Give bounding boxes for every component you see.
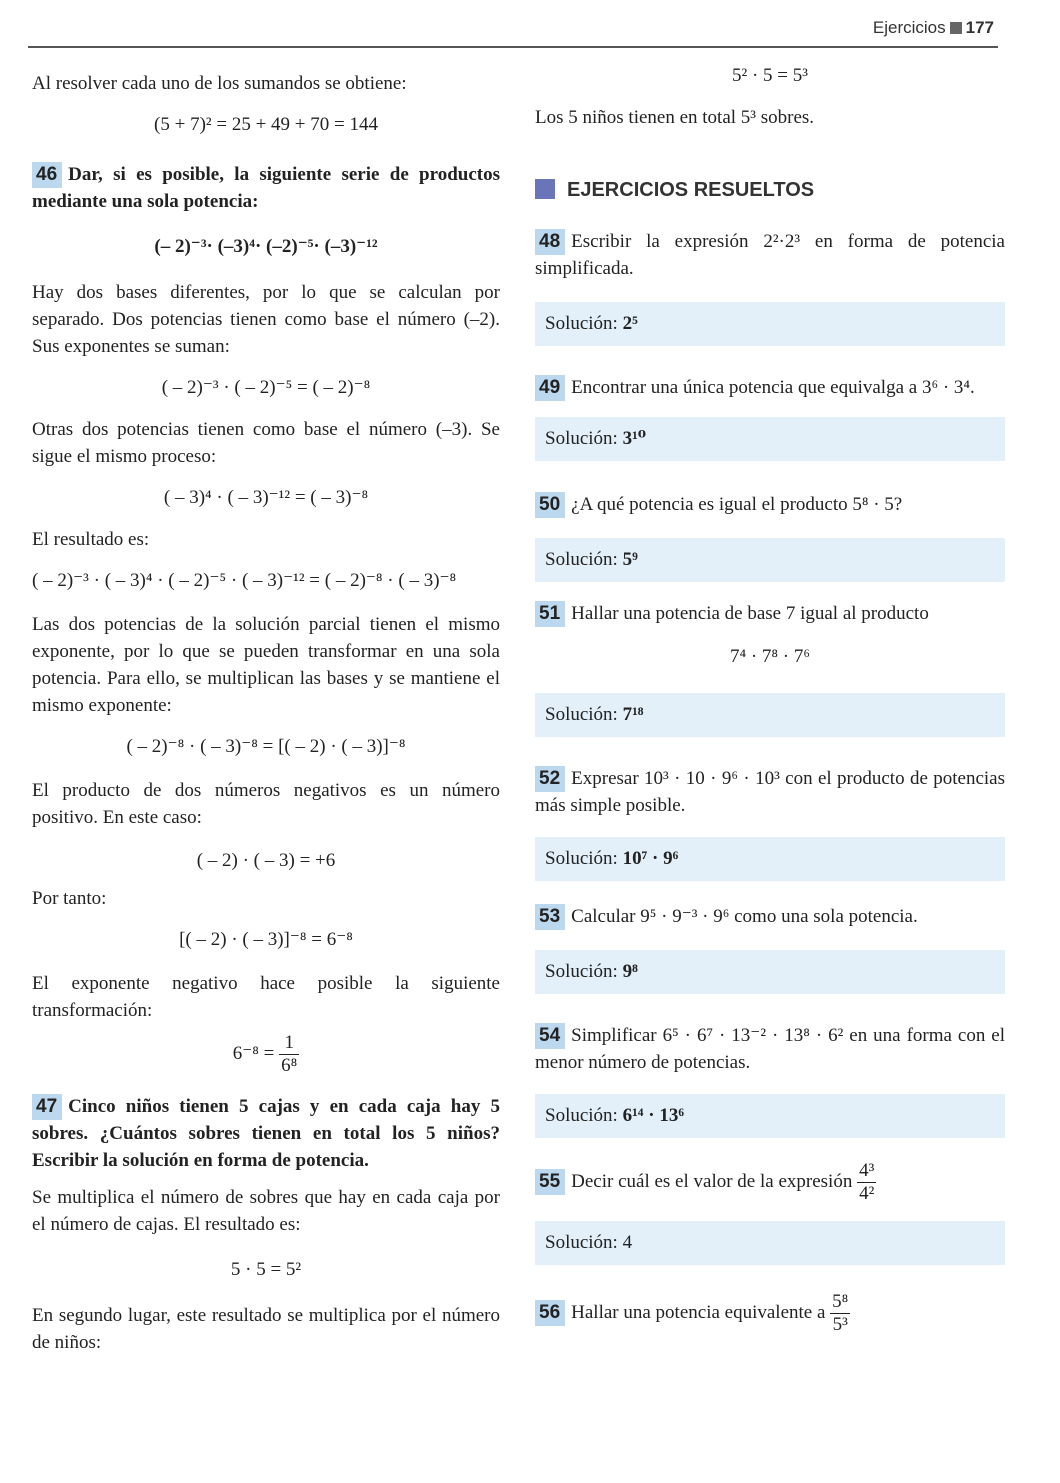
left-column (32, 60, 500, 1356)
exercise-49 (535, 374, 1005, 401)
solution-53-answer: 9⁸ (622, 961, 638, 982)
exercise-number-55: 55 (535, 1169, 565, 1195)
solution-label: Solución: (545, 704, 618, 725)
solution-50-answer: 5⁹ (622, 549, 638, 570)
solution-49 (535, 417, 1005, 461)
exercise-number-49: 49 (535, 375, 565, 401)
solution-54 (535, 1094, 1005, 1138)
solution-55 (535, 1221, 1005, 1265)
exercise-46-statement: Dar, si es posible, la siguiente serie de productos mediante una sola potencia: (32, 164, 500, 212)
right-column (535, 60, 1005, 1336)
equation-4: ( – 2)⁻³ · ( – 3)⁴ · ( – 2)⁻⁵ · ( – 3)⁻¹² = ( – 2)⁻⁸ · ( – 3)⁻⁸ (32, 570, 457, 591)
paragraph-3: El resultado es: (32, 529, 150, 550)
exercise-52 (535, 765, 1005, 819)
exercise-number-51: 51 (535, 601, 565, 627)
solution-52-answer: 10⁷ · 9⁶ (622, 848, 679, 869)
exercise-56-numerator: 5⁸ (832, 1291, 849, 1312)
paragraph-7: El exponente negativo hace posible la siguiente transformación: (32, 973, 500, 1021)
equation-2: ( – 2)⁻³ · ( – 2)⁻⁵ = ( – 2)⁻⁸ (161, 377, 371, 398)
exercise-55-fraction (857, 1160, 876, 1205)
exercise-56-fraction (830, 1291, 850, 1336)
paragraph-5: El producto de dos números negativos es un número positivo. En este caso: (32, 780, 500, 828)
solution-49-answer: 3¹⁰ (622, 428, 647, 449)
paragraph-1: Hay dos bases diferentes, por lo que se calculan por separado. Dos potencias tienen como base el número (–2). Sus exponentes se suman: (32, 282, 500, 357)
paragraph-8: Se multiplica el número de sobres que hay en cada caja por el número de cajas. El resultado es: (32, 1187, 500, 1235)
exercise-number-52: 52 (535, 766, 565, 792)
equation-8-numerator: 1 (279, 1032, 299, 1055)
exercise-50 (535, 491, 1005, 518)
solution-label: Solución: (545, 1105, 618, 1126)
exercise-54 (535, 1022, 1005, 1076)
paragraph-10: Los 5 niños tienen en total 5³ sobres. (535, 107, 815, 128)
exercise-56-statement: Hallar una potencia equivalente a (571, 1301, 826, 1323)
exercise-56-denominator: 5³ (832, 1314, 848, 1335)
solution-51-answer: 7¹⁸ (622, 704, 644, 725)
exercise-51-expression: 7⁴ · 7⁸ · 7⁶ (729, 646, 811, 667)
exercise-47-statement: Cinco niños tienen 5 cajas y en cada caja hay 5 sobres. ¿Cuántos sobres tienen en total los 5 niños? Escribir la solución en forma de potencia. (32, 1096, 500, 1171)
solution-48-answer: 2⁵ (622, 313, 638, 334)
equation-6: ( – 2) · ( – 3) = +6 (196, 850, 336, 871)
exercise-47 (32, 1093, 500, 1174)
section-title: EJERCICIOS RESUELTOS (567, 179, 815, 201)
equation-5: ( – 2)⁻⁸ · ( – 3)⁻⁸ = [( – 2) · ( – 3)]⁻⁸ (126, 736, 406, 757)
equation-1: (5 + 7)² = 25 + 49 + 70 = 144 (154, 114, 378, 135)
exercise-55-statement: Decir cuál es el valor de la expresión (571, 1170, 853, 1192)
section-heading (535, 179, 1005, 202)
solution-label: Solución: (545, 428, 618, 449)
section-square-icon (535, 179, 555, 199)
solution-label: Solución: (545, 961, 618, 982)
exercise-55-denominator: 4² (859, 1183, 875, 1204)
header-square-icon (950, 22, 962, 34)
exercise-53-statement: Calcular 9⁵ · 9⁻³ · 9⁶ como una sola potencia. (571, 906, 918, 927)
page-number: 177 (965, 18, 994, 37)
equation-9: 5 · 5 = 5² (230, 1259, 302, 1280)
exercise-48 (535, 228, 1005, 282)
exercise-number-50: 50 (535, 492, 565, 518)
exercise-46 (32, 161, 500, 215)
exercise-52-statement: Expresar 10³ · 10 · 9⁶ · 10³ con el producto de potencias más simple posible. (535, 768, 1005, 816)
paragraph-2: Otras dos potencias tienen como base el número (–3). Se sigue el mismo proceso: (32, 419, 500, 467)
paragraph-4: Las dos potencias de la solución parcial tienen el mismo exponente, por lo que se pueden transformar en una sola potencia. Para ello, se multiplican las bases y se mantiene el mismo exponente: (32, 614, 500, 716)
solution-label: Solución: (545, 313, 618, 334)
exercise-51-statement: Hallar una potencia de base 7 igual al producto (571, 603, 929, 624)
exercise-54-statement: Simplificar 6⁵ · 6⁷ · 13⁻² · 13⁸ · 6² en una forma con el menor número de potencias. (535, 1025, 1005, 1073)
equation-8-fraction (279, 1032, 299, 1077)
paragraph-9: En segundo lugar, este resultado se multiplica por el número de niños: (32, 1305, 500, 1353)
exercise-49-statement: Encontrar una única potencia que equivalga a 3⁶ · 3⁴. (571, 377, 975, 398)
solution-54-answer: 6¹⁴ · 13⁶ (622, 1105, 685, 1126)
equation-7: [( – 2) · ( – 3)]⁻⁸ = 6⁻⁸ (179, 929, 353, 950)
equation-8-denominator: 6⁸ (281, 1055, 298, 1076)
exercise-56 (535, 1291, 1005, 1336)
equation-8 (32, 1032, 500, 1077)
exercise-46-expression: (– 2)⁻³· (–3)⁴· (–2)⁻⁵· (–3)⁻¹² (154, 236, 378, 257)
exercise-55 (535, 1160, 1005, 1205)
header-text (873, 18, 994, 38)
solution-51 (535, 693, 1005, 737)
exercise-55-numerator: 4³ (859, 1160, 875, 1181)
exercise-51 (535, 600, 1005, 627)
exercise-number-48: 48 (535, 229, 565, 255)
intro-text: Al resolver cada uno de los sumandos se obtiene: (32, 73, 407, 94)
exercise-53 (535, 903, 1005, 930)
exercise-48-statement: Escribir la expresión 2²·2³ en forma de potencia simplificada. (535, 231, 1005, 279)
equation-3: ( – 3)⁴ · ( – 3)⁻¹² = ( – 3)⁻⁸ (163, 487, 369, 508)
solution-48 (535, 302, 1005, 346)
solution-label: Solución: (545, 1232, 618, 1253)
solution-55-answer: 4 (622, 1232, 633, 1253)
equation-8-lhs: 6⁻⁸ = (232, 1042, 275, 1064)
exercise-50-statement: ¿A qué potencia es igual el producto 5⁸ · 5? (571, 494, 903, 515)
header-section: Ejercicios (872, 18, 946, 37)
exercise-number-53: 53 (535, 904, 565, 930)
exercise-number-47: 47 (32, 1094, 62, 1120)
solution-53 (535, 950, 1005, 994)
solution-label: Solución: (545, 848, 618, 869)
page-header (28, 14, 998, 48)
solution-label: Solución: (545, 549, 618, 570)
paragraph-6: Por tanto: (32, 888, 107, 909)
exercise-number-56: 56 (535, 1300, 565, 1326)
equation-10: 5² · 5 = 5³ (732, 65, 808, 86)
solution-52 (535, 837, 1005, 881)
solution-50 (535, 538, 1005, 582)
exercise-number-46: 46 (32, 162, 62, 188)
exercise-number-54: 54 (535, 1023, 565, 1049)
